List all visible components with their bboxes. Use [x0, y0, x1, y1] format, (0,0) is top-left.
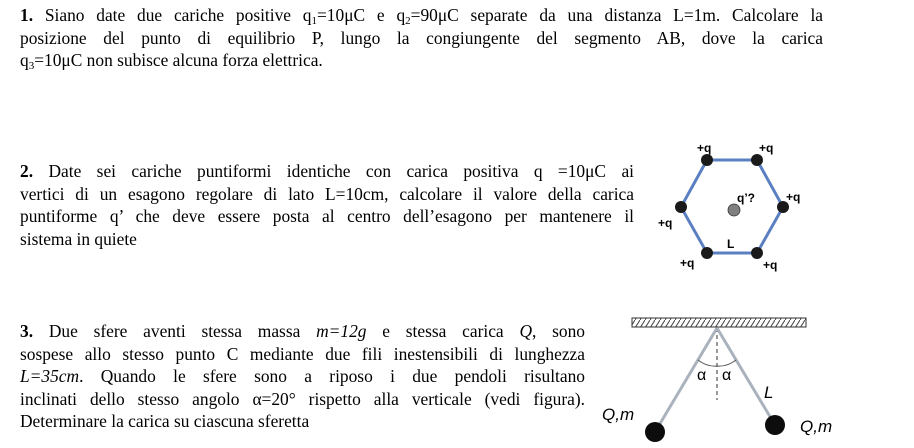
center-label: q’?	[737, 191, 755, 205]
problem-1-line-1: 1. Siano date due cariche positive $q_1=10\mu C$ e $q_2=90\mu C$ separate da una distanza L=1m. Calcolare la	[20, 5, 823, 27]
ceiling-support	[632, 318, 806, 327]
problem-3-line-5: Determinare la carica su ciascuna sferetta	[20, 411, 310, 431]
sphere-left	[645, 422, 665, 442]
vertex-label: +q	[658, 216, 673, 230]
vertex-label: +q	[759, 141, 774, 155]
problem-3-line-1: 3. Due sfere aventi stessa massa m=12g e stessa carica Q, sono	[20, 321, 585, 341]
vertex-label: +q	[763, 258, 778, 272]
angle-arc-right	[717, 360, 736, 366]
sphere-label-right: Q,m	[800, 417, 833, 436]
problem-1-number: 1.	[20, 5, 34, 25]
vertex-label: +q	[697, 141, 712, 155]
problem-2-line-2: vertici di un esagono regolare di lato L=10cm, calcolare il valore della carica	[20, 183, 634, 204]
problem-3-line-3: L=35cm. Quando le sfere sono a riposo i due pendoli risultano	[20, 366, 585, 386]
problem-1-line-3: $q_3=10\mu C$ non subisce alcuna forza elettrica.	[20, 50, 323, 72]
length-label: L	[764, 383, 774, 402]
side-label: L	[727, 237, 735, 251]
problem-2-line-3: puntiforme q’ che deve essere posta al centro dell’esagono per mantenere il	[20, 206, 634, 226]
problem-3-line-4: inclinati dello stesso angolo α=20° rispetto alla verticale (vedi figura).	[20, 388, 585, 409]
angle-label-right: α	[722, 367, 732, 384]
angle-label-left: α	[697, 367, 707, 384]
sphere-label-left: Q,m	[602, 405, 635, 424]
problem-2-number: 2.	[20, 161, 34, 181]
problem-2-line-4: sistema in quiete	[20, 228, 137, 249]
problem-1-line-2: posizione del punto di equilibrio P, lungo la congiungente del segmento AB, dove la carica	[20, 27, 823, 48]
pendulum-string-left	[655, 328, 717, 432]
problem-3-number: 3.	[20, 321, 34, 341]
problem-2-line-1: 2. Date sei cariche puntiformi identiche con carica positiva q =10μC ai	[20, 161, 634, 181]
angle-arc-left	[698, 360, 717, 366]
vertex-label: +q	[786, 190, 801, 204]
vertex-label: +q	[680, 256, 695, 270]
sphere-right	[765, 415, 785, 435]
problem-3-line-2: sospese allo stesso punto C mediante due fili inestensibili di lunghezza	[20, 343, 585, 364]
